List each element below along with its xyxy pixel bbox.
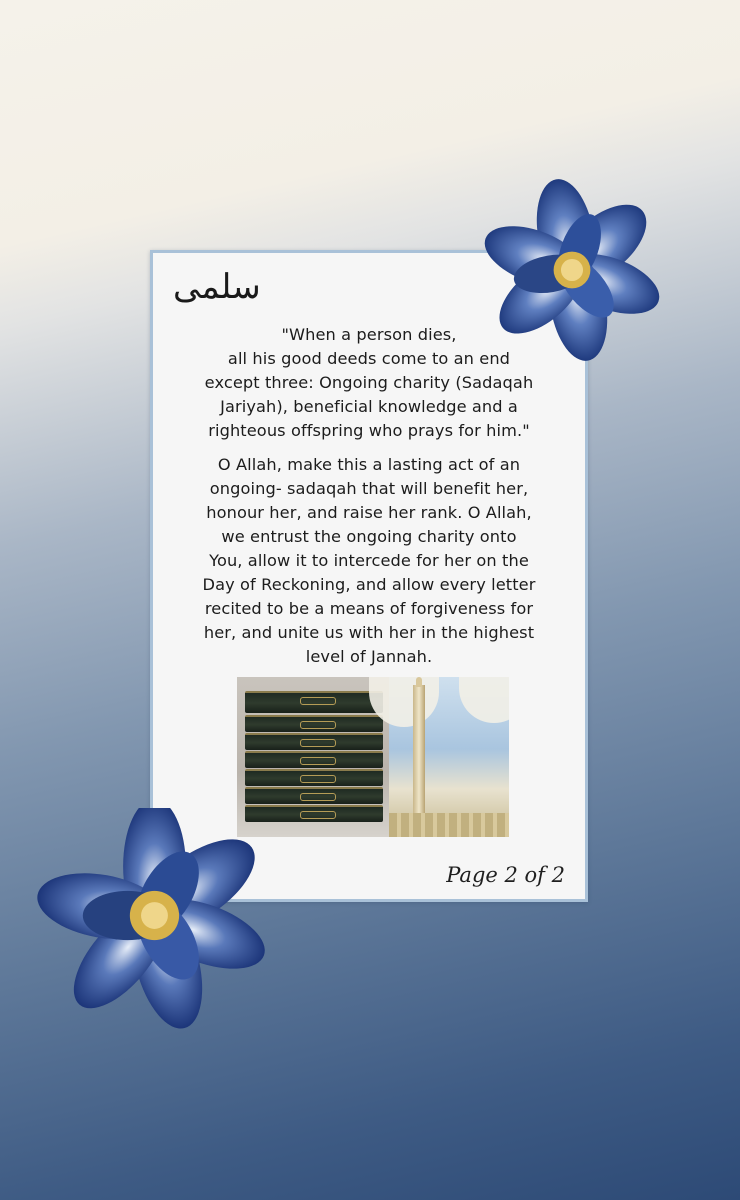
- quran-book: [245, 715, 383, 732]
- quran-book: [245, 787, 383, 804]
- blue-flower-icon: [480, 178, 664, 362]
- dua-line: ongoing- sadaqah that will benefit her,: [209, 479, 529, 498]
- hadith-line: "When a person dies,: [281, 325, 457, 344]
- mosque-photo: [389, 677, 509, 837]
- blue-flower-icon: [30, 808, 270, 1032]
- umbrella-canopy: [459, 677, 509, 723]
- arabic-name: سلمى: [173, 267, 261, 307]
- quran-book: [245, 691, 383, 713]
- hadith-line: righteous offspring who prays for him.": [208, 421, 530, 440]
- photo-collage: [237, 677, 509, 837]
- hadith-line: except three: Ongoing charity (Sadaqah: [204, 373, 534, 392]
- dua-line: recited to be a means of forgiveness for: [204, 599, 534, 618]
- dua-line: You, allow it to intercede for her on the: [209, 551, 529, 570]
- hadith-line: all his good deeds come to an end: [227, 349, 511, 368]
- quran-book: [245, 733, 383, 750]
- dua-line: honour her, and raise her rank. O Allah,: [206, 503, 532, 522]
- hadith-line: Jariyah), beneficial knowledge and a: [220, 397, 518, 416]
- mosque-wall: [389, 813, 509, 837]
- dua-line: O Allah, make this a lasting act of an: [217, 455, 521, 474]
- page-indicator: Page 2 of 2: [446, 863, 565, 887]
- dua-line: her, and unite us with her in the highest: [203, 623, 535, 642]
- quran-book: [245, 769, 383, 786]
- dua-line: level of Jannah.: [305, 647, 433, 666]
- minaret: [413, 685, 425, 815]
- dua-line: Day of Reckoning, and allow every letter: [202, 575, 536, 594]
- quran-book: [245, 751, 383, 768]
- dua-text: [167, 453, 571, 669]
- dua-line: we entrust the ongoing charity onto: [221, 527, 517, 546]
